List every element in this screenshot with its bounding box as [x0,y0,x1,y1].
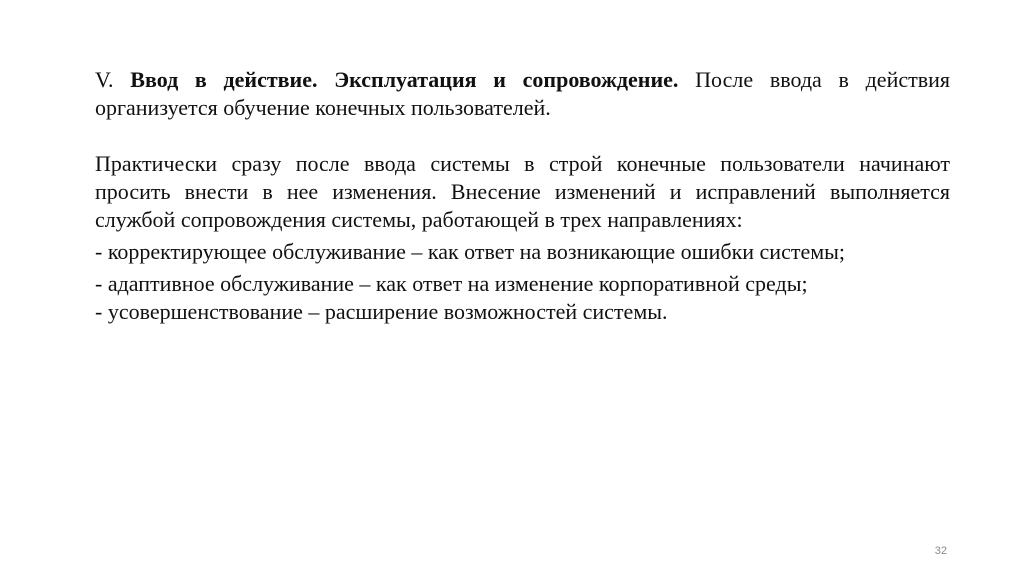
stage-number: V. [95,67,114,92]
stage-description: После ввода в действия организуется обучение конечных пользователей. [95,67,951,120]
stage-heading-paragraph [95,66,950,122]
stage-title: Ввод в действие. Эксплуатация и сопровождение. [130,67,679,92]
slide-content [95,66,950,326]
list-item-corrective: - корректирующее обслуживание – как ответ на возникающие ошибки системы; [95,239,846,264]
page-number: 32 [934,545,947,557]
list-item-perfective: - усовершенствование – расширение возможностей системы. [95,299,668,324]
maintenance-paragraph: Практически сразу после ввода системы в строй конечные пользователи начинают просить внести в нее изменения. Внесение изменений и исправлений выполняется службой сопровождения системы, работающей в трех направлениях: [95,151,950,232]
list-item-adaptive: - адаптивное обслуживание – как ответ на изменение корпоративной среды; [95,271,808,296]
